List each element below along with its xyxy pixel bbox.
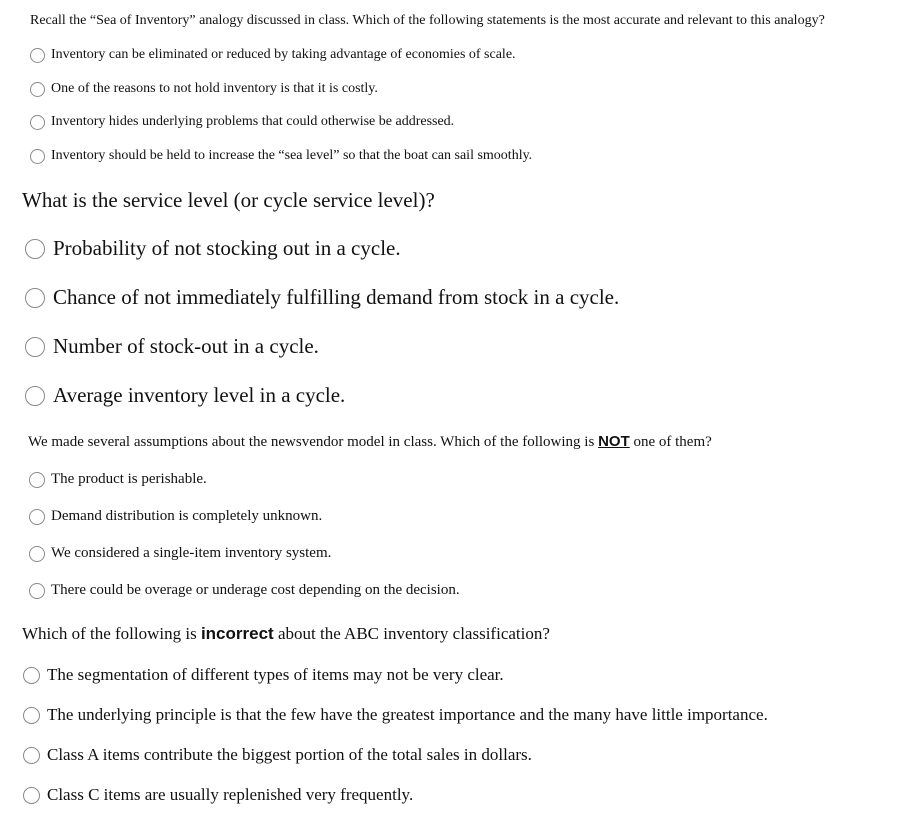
answer-option[interactable] <box>30 81 378 97</box>
question-prompt: Recall the “Sea of Inventory” analogy discussed in class. Which of the following statements is the most accurate and relevant to this analogy? <box>30 13 825 28</box>
answer-option[interactable] <box>25 236 401 261</box>
radio-button[interactable] <box>30 48 45 63</box>
option-label: Probability of not stocking out in a cycle. <box>53 236 401 260</box>
radio-button[interactable] <box>23 707 40 724</box>
option-label: Chance of not immediately fulfilling demand from stock in a cycle. <box>53 285 620 309</box>
option-label: There could be overage or underage cost depending on the decision. <box>51 582 460 598</box>
answer-option[interactable] <box>25 334 319 359</box>
radio-button[interactable] <box>23 747 40 764</box>
option-label: Class C items are usually replenished very frequently. <box>47 785 414 804</box>
prompt-text: one of them? <box>629 434 712 450</box>
option-label: Average inventory level in a cycle. <box>53 383 346 407</box>
answer-option[interactable] <box>23 665 504 685</box>
option-label: We considered a single-item inventory system. <box>51 545 332 561</box>
radio-button[interactable] <box>29 509 45 525</box>
answer-option[interactable] <box>29 508 322 525</box>
radio-button[interactable] <box>29 472 45 488</box>
prompt-text: Which of the following is <box>22 624 201 643</box>
option-label: Demand distribution is completely unknown. <box>51 508 323 524</box>
radio-button[interactable] <box>29 546 45 562</box>
answer-option[interactable] <box>25 285 619 310</box>
option-label: Inventory should be held to increase the “sea level” so that the boat can sail smoothly. <box>51 148 533 163</box>
prompt-text: about the ABC inventory classification? <box>273 624 550 643</box>
radio-button[interactable] <box>25 288 45 308</box>
radio-button[interactable] <box>30 82 45 97</box>
question-prompt <box>22 624 550 644</box>
radio-button[interactable] <box>25 337 45 357</box>
prompt-text: We made several assumptions about the newsvendor model in class. Which of the following is <box>28 434 599 450</box>
answer-option[interactable] <box>23 745 532 765</box>
answer-option[interactable] <box>30 47 516 63</box>
answer-option[interactable] <box>29 545 331 562</box>
option-label: Inventory can be eliminated or reduced by taking advantage of economies of scale. <box>51 47 516 62</box>
prompt-emphasis: NOT <box>598 433 630 450</box>
answer-option[interactable] <box>30 148 532 164</box>
option-label: Inventory hides underlying problems that could otherwise be addressed. <box>51 114 455 129</box>
option-label: One of the reasons to not hold inventory is that it is costly. <box>51 81 378 96</box>
prompt-emphasis: incorrect <box>200 624 274 643</box>
answer-option[interactable] <box>23 785 413 805</box>
answer-option[interactable] <box>30 114 454 130</box>
option-label: The segmentation of different types of items may not be very clear. <box>47 665 504 684</box>
answer-option[interactable] <box>25 383 345 408</box>
option-label: The underlying principle is that the few have the greatest importance and the many have little importance. <box>47 705 768 724</box>
question-prompt <box>28 433 712 451</box>
option-label: Number of stock-out in a cycle. <box>53 334 319 358</box>
question-prompt: What is the service level (or cycle service level)? <box>22 188 435 212</box>
option-label: The product is perishable. <box>51 471 207 487</box>
option-label: Class A items contribute the biggest portion of the total sales in dollars. <box>47 745 532 764</box>
radio-button[interactable] <box>25 386 45 406</box>
answer-option[interactable] <box>29 582 460 599</box>
radio-button[interactable] <box>30 149 45 164</box>
answer-option[interactable] <box>23 705 768 725</box>
radio-button[interactable] <box>29 583 45 599</box>
radio-button[interactable] <box>23 667 40 684</box>
answer-option[interactable] <box>29 471 207 488</box>
radio-button[interactable] <box>23 787 40 804</box>
radio-button[interactable] <box>25 239 45 259</box>
radio-button[interactable] <box>30 115 45 130</box>
